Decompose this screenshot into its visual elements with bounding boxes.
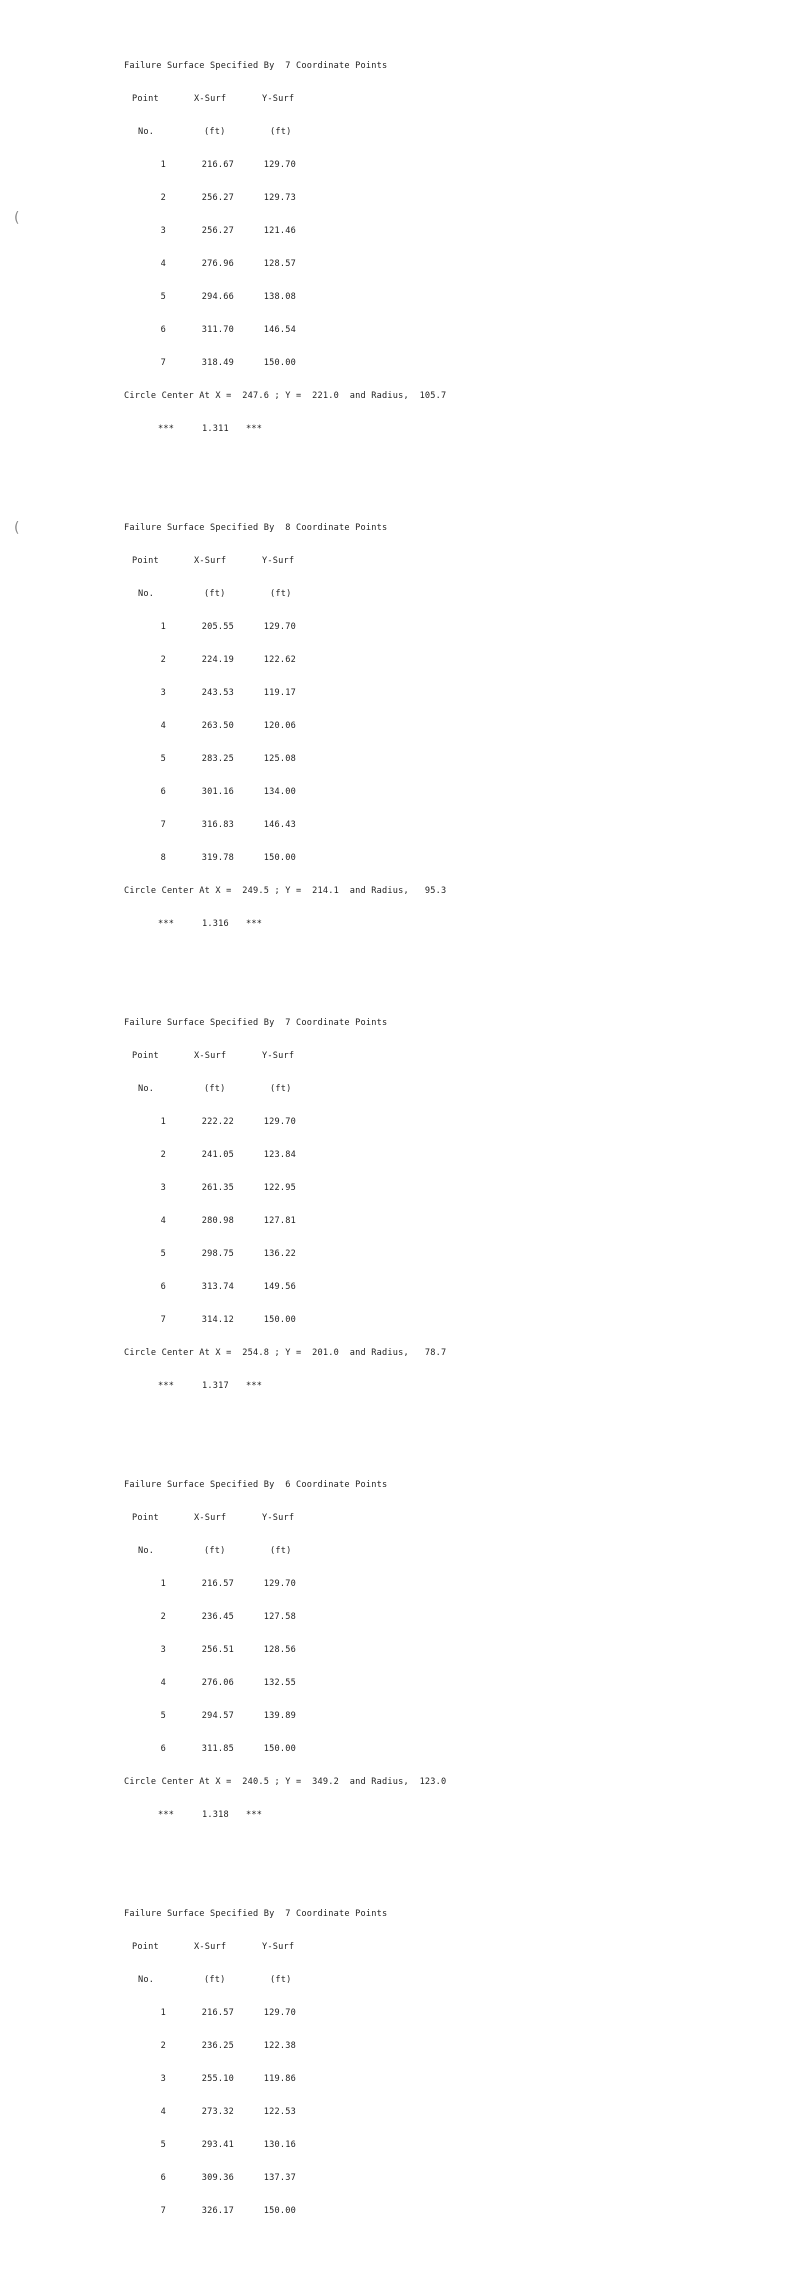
table-row: 6 313.74 149.56 <box>160 1282 296 1292</box>
block-header: Failure Surface Specified By 8 Coordinate Points <box>124 523 388 533</box>
printout-column <box>124 0 484 2272</box>
table-row: 1 216.57 129.70 <box>160 2008 296 2018</box>
col-header-point: Point <box>132 1051 159 1061</box>
table-row: 3 243.53 119.17 <box>160 688 296 698</box>
block-header: Failure Surface Specified By 7 Coordinate Points <box>124 1909 388 1919</box>
col-unit-y: (ft) <box>270 1546 292 1556</box>
table-row: 1 222.22 129.70 <box>160 1117 296 1127</box>
failure-surface-block <box>124 996 484 1414</box>
col-header-point: Point <box>132 94 159 104</box>
col-header-y: Y-Surf <box>262 1051 295 1061</box>
table-row: 7 316.83 146.43 <box>160 820 296 830</box>
col-header-x: X-Surf <box>194 1051 227 1061</box>
table-row: 7 326.17 150.00 <box>160 2206 296 2216</box>
table-row: 2 236.45 127.58 <box>160 1612 296 1622</box>
col-unit-x: (ft) <box>204 1546 226 1556</box>
column-headers <box>124 1513 484 1524</box>
column-headers <box>124 556 484 567</box>
table-row: 6 311.85 150.00 <box>160 1744 296 1754</box>
table-row: 4 276.96 128.57 <box>160 259 296 269</box>
table-row: 3 261.35 122.95 <box>160 1183 296 1193</box>
table-row: 2 224.19 122.62 <box>160 655 296 665</box>
col-header-point: Point <box>132 1942 159 1952</box>
table-row: 5 294.57 139.89 <box>160 1711 296 1721</box>
col-unit-y: (ft) <box>270 1084 292 1094</box>
column-units <box>124 127 484 138</box>
column-headers <box>124 1051 484 1062</box>
circle-center-line: Circle Center At X = 249.5 ; Y = 214.1 and Radius, 95.3 <box>124 886 447 896</box>
table-row: 2 241.05 123.84 <box>160 1150 296 1160</box>
table-row: 4 273.32 122.53 <box>160 2107 296 2117</box>
col-header-x: X-Surf <box>194 556 227 566</box>
col-unit-x: (ft) <box>204 1084 226 1094</box>
col-unit-point: No. <box>138 1975 155 1985</box>
table-row: 6 311.70 146.54 <box>160 325 296 335</box>
col-unit-point: No. <box>138 1546 155 1556</box>
col-unit-point: No. <box>138 589 155 599</box>
stars-right: *** <box>246 919 263 929</box>
col-unit-x: (ft) <box>204 127 226 137</box>
scan-mark: ( <box>14 520 20 536</box>
col-unit-point: No. <box>138 127 155 137</box>
stars-left: *** <box>158 919 175 929</box>
column-headers <box>124 94 484 105</box>
table-row: 3 255.10 119.86 <box>160 2074 296 2084</box>
col-header-x: X-Surf <box>194 1513 227 1523</box>
col-unit-point: No. <box>138 1084 155 1094</box>
stars-right: *** <box>246 1810 263 1820</box>
col-header-point: Point <box>132 556 159 566</box>
factor-of-safety: 1.316 <box>202 919 229 929</box>
circle-center-line: Circle Center At X = 254.8 ; Y = 201.0 and Radius, 78.7 <box>124 1348 447 1358</box>
col-header-x: X-Surf <box>194 94 227 104</box>
block-header: Failure Surface Specified By 7 Coordinate Points <box>124 61 388 71</box>
factor-of-safety: 1.317 <box>202 1381 229 1391</box>
table-row: 1 216.67 129.70 <box>160 160 296 170</box>
column-units <box>124 1546 484 1557</box>
col-header-x: X-Surf <box>194 1942 227 1952</box>
col-header-y: Y-Surf <box>262 1513 295 1523</box>
factor-of-safety-line <box>124 919 484 930</box>
table-row: 8 319.78 150.00 <box>160 853 296 863</box>
failure-surface-block <box>124 1458 484 1843</box>
scan-mark: ( <box>14 210 20 226</box>
table-row: 5 293.41 130.16 <box>160 2140 296 2150</box>
stars-right: *** <box>246 1381 263 1391</box>
factor-of-safety-line <box>124 1810 484 1821</box>
stars-right: *** <box>246 424 263 434</box>
block-header: Failure Surface Specified By 7 Coordinate Points <box>124 1018 388 1028</box>
circle-center-line: Circle Center At X = 247.6 ; Y = 221.0 and Radius, 105.7 <box>124 391 447 401</box>
table-row: 5 294.66 138.08 <box>160 292 296 302</box>
col-header-y: Y-Surf <box>262 1942 295 1952</box>
table-row: 4 276.06 132.55 <box>160 1678 296 1688</box>
factor-of-safety: 1.318 <box>202 1810 229 1820</box>
table-row: 4 280.98 127.81 <box>160 1216 296 1226</box>
table-row: 4 263.50 120.06 <box>160 721 296 731</box>
table-row: 7 314.12 150.00 <box>160 1315 296 1325</box>
table-row: 1 205.55 129.70 <box>160 622 296 632</box>
stars-left: *** <box>158 1381 175 1391</box>
table-row: 5 283.25 125.08 <box>160 754 296 764</box>
column-headers <box>124 1942 484 1953</box>
failure-surface-block <box>124 39 484 457</box>
col-header-point: Point <box>132 1513 159 1523</box>
column-units <box>124 589 484 600</box>
table-row: 3 256.27 121.46 <box>160 226 296 236</box>
col-unit-y: (ft) <box>270 589 292 599</box>
table-row: 2 256.27 129.73 <box>160 193 296 203</box>
table-row: 6 301.16 134.00 <box>160 787 296 797</box>
table-row: 1 216.57 129.70 <box>160 1579 296 1589</box>
table-row: 7 318.49 150.00 <box>160 358 296 368</box>
failure-surface-block <box>124 501 484 952</box>
factor-of-safety: 1.311 <box>202 424 229 434</box>
column-units <box>124 1084 484 1095</box>
col-unit-y: (ft) <box>270 1975 292 1985</box>
circle-center-line: Circle Center At X = 240.5 ; Y = 349.2 and Radius, 123.0 <box>124 1777 447 1787</box>
stars-left: *** <box>158 1810 175 1820</box>
factor-of-safety-line <box>124 424 484 435</box>
col-header-y: Y-Surf <box>262 556 295 566</box>
factor-of-safety-line <box>124 1381 484 1392</box>
table-row: 2 236.25 122.38 <box>160 2041 296 2051</box>
block-header: Failure Surface Specified By 6 Coordinate Points <box>124 1480 388 1490</box>
col-unit-x: (ft) <box>204 589 226 599</box>
column-units <box>124 1975 484 1986</box>
table-row: 5 298.75 136.22 <box>160 1249 296 1259</box>
col-unit-x: (ft) <box>204 1975 226 1985</box>
col-header-y: Y-Surf <box>262 94 295 104</box>
stars-left: *** <box>158 424 175 434</box>
table-row: 6 309.36 137.37 <box>160 2173 296 2183</box>
failure-surface-block <box>124 1887 484 2239</box>
table-row: 3 256.51 128.56 <box>160 1645 296 1655</box>
col-unit-y: (ft) <box>270 127 292 137</box>
